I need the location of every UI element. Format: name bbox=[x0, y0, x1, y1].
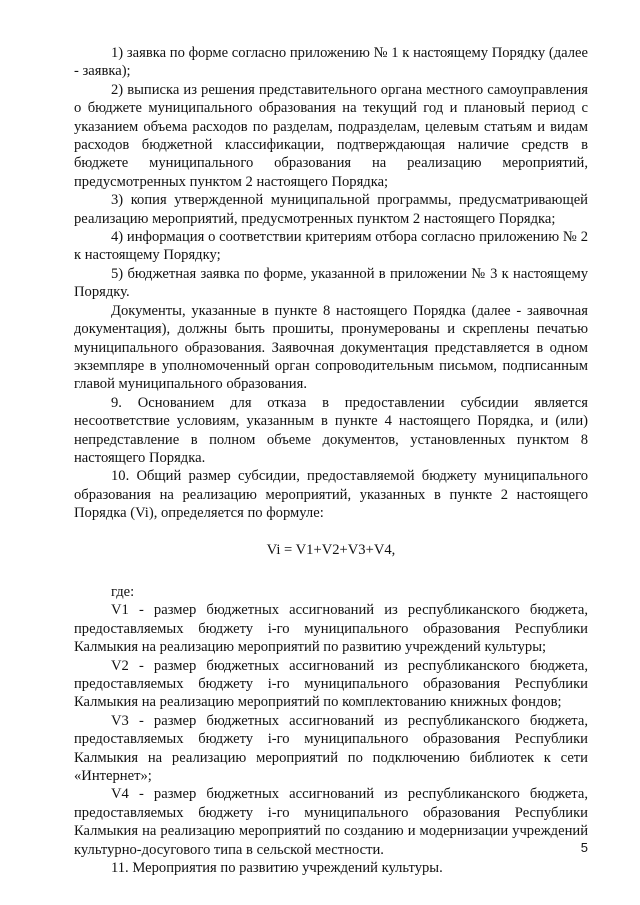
paragraph-clause-9: 9. Основанием для отказа в предоставлении субсидии является несоответствие условиям, указанным в пункте 4 настоящего Порядка, и (или) непредставление в полном объеме документов, установленных пунктом 8 настоящего Порядка. bbox=[74, 394, 588, 466]
paragraph-item-4: 4) информация о соответствии критериям отбора согласно приложению № 2 к настоящему Порядку; bbox=[74, 229, 588, 264]
page-number: 5 bbox=[580, 840, 588, 855]
definition-v1: V1 - размер бюджетных ассигнований из республиканского бюджета, предоставляемых бюджету i-го муниципального образования Республики Калмыкия на реализацию мероприятий по развитию учреждений культуры; bbox=[74, 602, 588, 656]
definition-v4: V4 - размер бюджетных ассигнований из республиканского бюджета, предоставляемых бюджету i-го муниципального образования Республики Калмыкия на реализацию мероприятий по созданию и модернизации учреждений культурно-досугового типа в сельской местности. bbox=[74, 786, 588, 858]
paragraph-clause-10: 10. Общий размер субсидии, предоставляемой бюджету муниципального образования на реализацию мероприятий, указанных в пункте 2 настоящего Порядка (Vi), определяется по формуле: bbox=[74, 468, 588, 522]
paragraph-item-3: 3) копия утвержденной муниципальной программы, предусматривающей реализацию мероприятий, предусмотренных пунктом 2 настоящего Порядка; bbox=[74, 192, 588, 227]
definition-v2: V2 - размер бюджетных ассигнований из республиканского бюджета, предоставляемых бюджету i-го муниципального образования Республики Калмыкия на реализацию мероприятий по комплектованию книжных фондов; bbox=[74, 657, 588, 711]
definition-v3: V3 - размер бюджетных ассигнований из республиканского бюджета, предоставляемых бюджету i-го муниципального образования Республики Калмыкия на реализацию мероприятий по подключению библиотек к сети «Интернет»; bbox=[74, 712, 588, 785]
document-body bbox=[74, 44, 588, 877]
paragraph-clause-11: 11. Мероприятия по развитию учреждений культуры. bbox=[111, 860, 443, 877]
paragraph-item-5: 5) бюджетная заявка по форме, указанной в приложении № 3 к настоящему Порядку. bbox=[74, 265, 588, 301]
paragraph-item-1: 1) заявка по форме согласно приложению № 1 к настоящему Порядку (далее - заявка); bbox=[74, 45, 588, 80]
where-label: где: bbox=[111, 583, 135, 600]
paragraph-documents: Документы, указанные в пункте 8 настоящего Порядка (далее - заявочная документация), должны быть прошиты, пронумерованы и скреплены печатью муниципального образования. Заявочная документация представляется в одном экземпляре в уполномоченный орган сопроводительным письмом, подписанным главой муниципального образования. bbox=[74, 302, 588, 393]
paragraph-item-2: 2) выписка из решения представительного органа местного самоуправления о бюджете муниципального образования на текущий год и плановый период с указанием объема расходов по разделам, подразделам, целевым статьям и видам расходов бюджетной классификации, подтверждающая наличие средств в бюджете муниципального образования на реализацию мероприятий, предусмотренных пунктом 2 настоящего Порядка; bbox=[74, 81, 588, 190]
formula: Vi = V1+V2+V3+V4, bbox=[266, 541, 396, 558]
